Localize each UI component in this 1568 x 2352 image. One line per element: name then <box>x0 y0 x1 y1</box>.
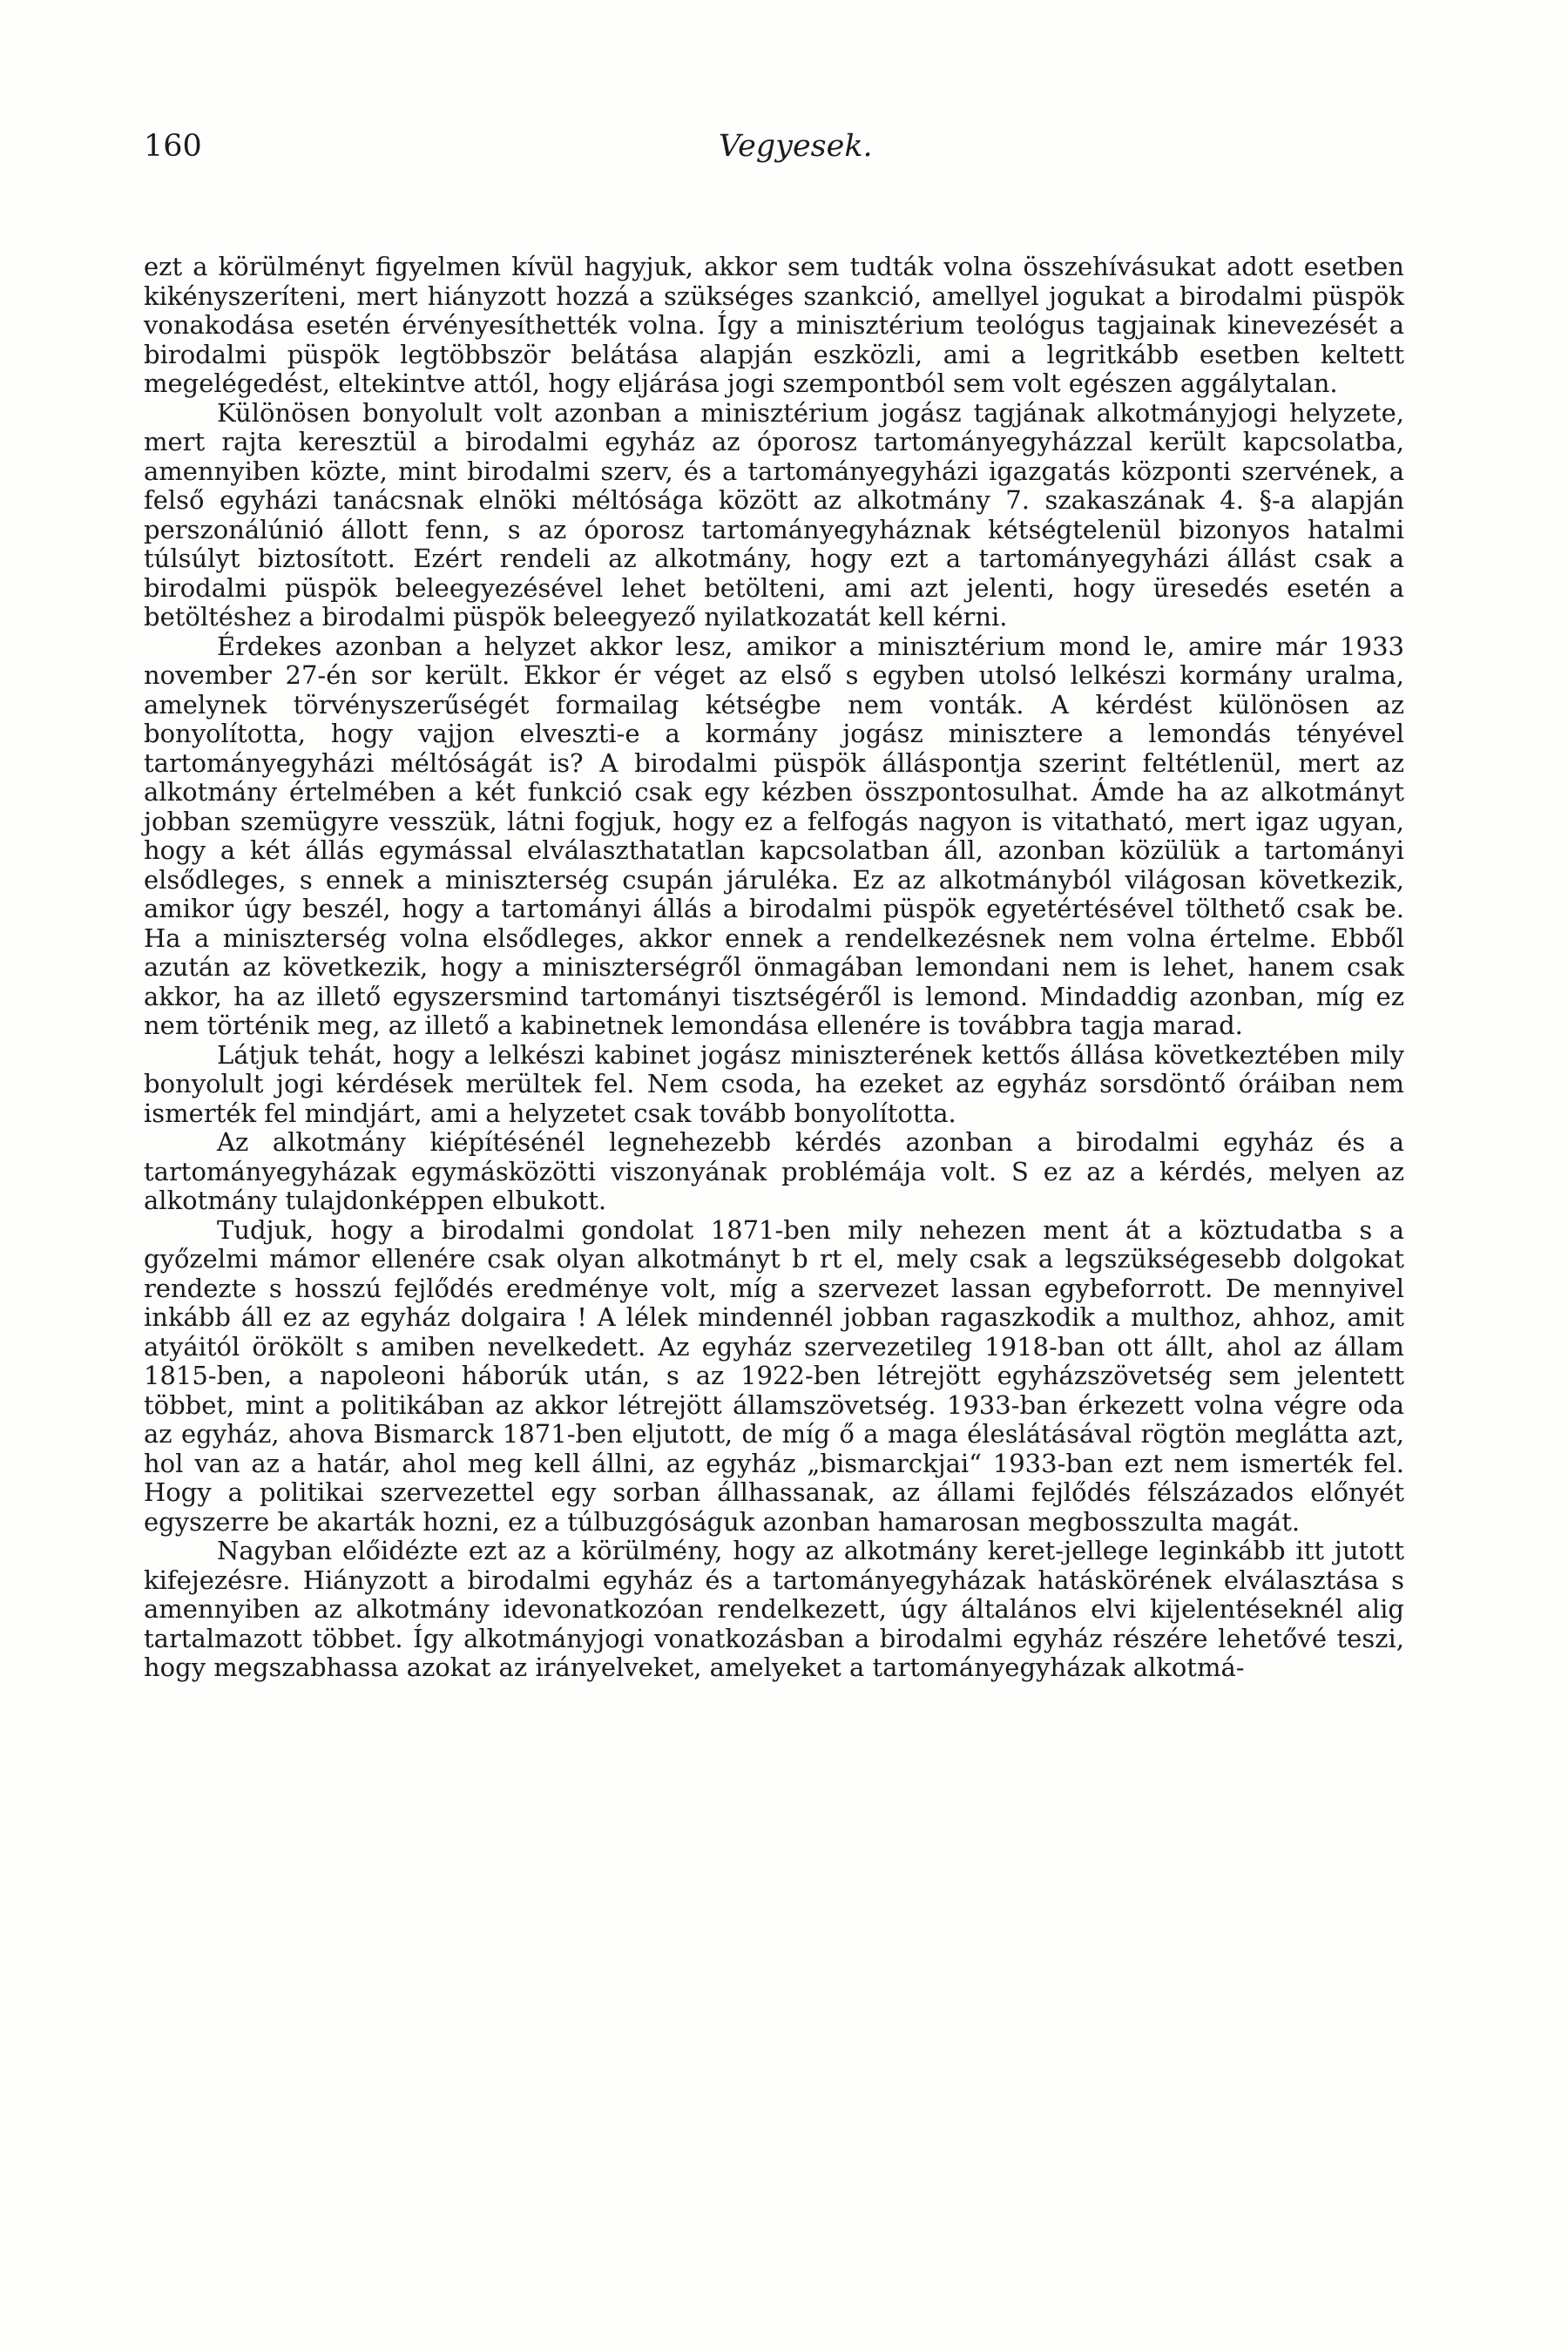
body-text <box>144 253 1404 1683</box>
paragraph: Az alkotmány kiépítésénél legnehezebb kérdés azonban a birodalmi egyház és a tartományegyházak egymásközötti viszonyának problémája volt. S ez az a kérdés, melyen az alkotmány tulajdonképpen elbukott. <box>144 1127 1404 1215</box>
page-header <box>144 129 1407 181</box>
paragraph: Érdekes azonban a helyzet akkor lesz, amikor a minisztérium mond le, amire már 1933 november 27-én sor került. Ekkor ér véget az első s egyben utolsó lelkészi kormány uralma, amelynek törvényszerűségét formailag kétségbe nem vonták. A kérdést különösen az bonyolította, hogy vajjon elveszti-e a kormány jogász minisztere a lemondás tényével tartományegyházi méltóságát is? A birodalmi püspök álláspontja szerint feltétlenül, mert az alkotmány értelmében a két funkció csak egy kézben összpontosulhat. Ámde ha az alkotmányt jobban szemügyre vesszük, látni fogjuk, hogy ez a felfogás nagyon is vitatható, mert igaz ugyan, hogy a két állás egymással elválaszthatatlan kapcsolatban áll, azonban közülük a tartományi elsődleges, s ennek a miniszterség csupán járuléka. Ez az alkotmányból világosan következik, amikor úgy beszél, hogy a tartományi állás a birodalmi püspök egyetértésével tölthető csak be. Ha a miniszterség volna elsődleges, akkor ennek a rendelkezésnek nem volna értelme. Ebből azután az következik, hogy a miniszterségről önmagában lemondani nem is lehet, hanem csak akkor, ha az illető egyszersmind tartományi tisztségéről is lemond. Mindaddig azonban, míg ez nem történik meg, az illető a kabinetnek lemondása ellenére is továbbra tagja marad. <box>144 631 1404 1040</box>
running-head: Vegyesek. <box>719 129 873 164</box>
paragraph: Tudjuk, hogy a birodalmi gondolat 1871-ben mily nehezen ment át a köztudatba s a győzelmi mámor ellenére csak olyan alkotmányt b rt el, mely csak a legszükségesebb dolgokat rendezte s hosszú fejlődés eredménye volt, míg a szervezet lassan egybeforrott. De mennyivel inkább áll ez az egyház dolgaira ! A lélek mindennél jobban ragaszkodik a multhoz, ahhoz, amit atyáitól örökölt s amiben nevelkedett. Az egyház szervezetileg 1918-ban ott állt, ahol az állam 1815-ben, a napoleoni háborúk után, s az 1922-ben létrejött egyházszövetség sem jelentett többet, mint a politikában az akkor létrejött államszövetség. 1933-ban érkezett volna végre oda az egyház, ahova Bismarck 1871-ben eljutott, de míg ő a maga éleslátásával rögtön meglátta azt, hol van az a határ, ahol meg kell állni, az egyház „bismarckjai“ 1933-ban ezt nem ismerték fel. Hogy a politikai szervezettel egy sorban állhassanak, az állami fejlődés félszázados előnyét egyszerre be akarták hozni, ez a túlbuzgóságuk azonban hamarosan megbosszulta magát. <box>144 1214 1404 1537</box>
paragraph: Nagyban előidézte ezt az a körülmény, hogy az alkotmány keret-jellege leginkább itt jutott kifejezésre. Hiányzott a birodalmi egyház és a tartományegyházak hatáskörének elválasztása s amennyiben az alkotmány idevonatkozóan rendelkezett, úgy általános elvi kijelentéseknél alig tartalmazott többet. Így alkotmányjogi vonatkozásban a birodalmi egyház részére lehetővé teszi, hogy megszabhassa azokat az irányelveket, amelyeket a tartományegyházak alkotmá- <box>144 1536 1404 1682</box>
paragraph: ezt a körülményt figyelmen kívül hagyjuk, akkor sem tudták volna összehívásukat adott esetben kikényszeríteni, mert hiányzott hozzá a szükséges szankció, amellyel jogukat a birodalmi püspök vonakodása esetén érvényesíthették volna. Így a minisztérium teológus tagjainak kinevezését a birodalmi püspök legtöbbször belátása alapján eszközli, ami a legritkább esetben keltett megelégedést, eltekintve attól, hogy eljárása jogi szempontból sem volt egészen aggálytalan. <box>144 252 1404 398</box>
paragraph: Különösen bonyolult volt azonban a minisztérium jogász tagjának alkotmányjogi helyzete, mert rajta keresztül a birodalmi egyház az óporosz tartományegyházzal került kapcsolatba, amennyiben közte, mint birodalmi szerv, és a tartományegyházi igazgatás központi szervének, a felső egyházi tanácsnak elnöki méltósága között az alkotmány 7. szakaszának 4. §-a alapján perszonálúnió állott fenn, s az óporosz tartományegyháznak kétségtelenül bizonyos hatalmi túlsúlyt biztosított. Ezért rendeli az alkotmány, hogy ezt a tartományegyházi állást csak a birodalmi püspök beleegyezésével lehet betölteni, ami azt jelenti, hogy üresedés esetén a betöltéshez a birodalmi püspök beleegyező nyilatkozatát kell kérni. <box>144 397 1404 632</box>
paragraph: Látjuk tehát, hogy a lelkészi kabinet jogász miniszterének kettős állása következtében mily bonyolult jogi kérdések merültek fel. Nem csoda, ha ezeket az egyház sorsdöntő óráiban nem ismerték fel mindjárt, ami a helyzetet csak tovább bonyolította. <box>144 1039 1404 1128</box>
page-number: 160 <box>144 129 202 164</box>
